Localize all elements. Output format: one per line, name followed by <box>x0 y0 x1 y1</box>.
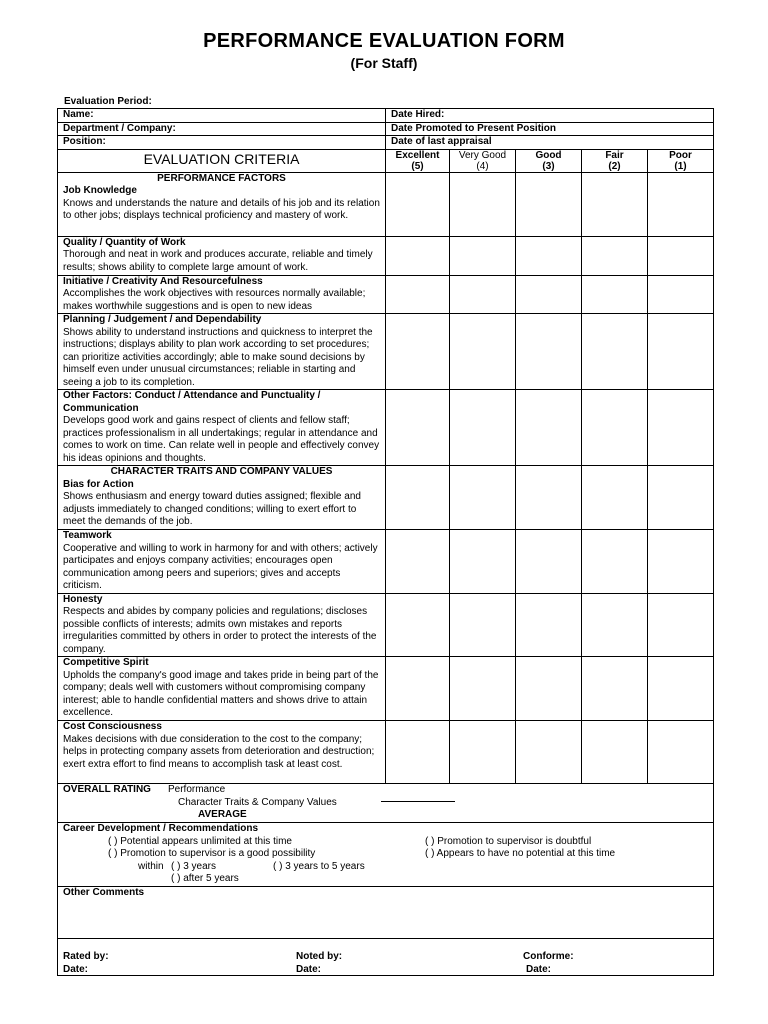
character-traits-heading: CHARACTER TRAITS AND COMPANY VALUES <box>110 466 333 477</box>
rating-cell[interactable] <box>386 390 450 466</box>
criteria-row <box>58 275 714 314</box>
rating-cell[interactable] <box>648 314 714 390</box>
criteria-description: Knows and understands the nature and details of his job and its relation to other jobs; displays technical proficiency and mastery of work. <box>63 197 380 221</box>
criteria-cell <box>58 593 386 657</box>
rating-header-fair: Fair (2) <box>582 149 648 172</box>
rating-cell[interactable] <box>582 314 648 390</box>
option-no-potential[interactable]: ( ) Appears to have no potential at this time <box>425 848 616 859</box>
rating-cell[interactable] <box>516 466 582 530</box>
rating-cell[interactable] <box>516 275 582 314</box>
criteria-title: Quality / Quantity of Work <box>63 236 186 248</box>
rating-cell[interactable] <box>386 275 450 314</box>
criteria-title: Teamwork <box>63 530 112 541</box>
criteria-description: Makes decisions with due consideration to the cost to the company; helps in protecting company assets from deterioration and destruction; exert extra effort to find means to accomplish task at least cost. <box>63 733 375 770</box>
rating-cell[interactable] <box>386 530 450 594</box>
rating-blank-line[interactable] <box>381 801 455 802</box>
rating-cell[interactable] <box>648 172 714 236</box>
rating-cell[interactable] <box>582 275 648 314</box>
criteria-cell <box>58 314 386 390</box>
rating-cell[interactable] <box>648 593 714 657</box>
rating-cell[interactable] <box>648 275 714 314</box>
criteria-row <box>58 466 714 530</box>
rating-header-poor: Poor (1) <box>648 149 714 172</box>
rating-cell[interactable] <box>386 466 450 530</box>
signature-section <box>58 938 714 975</box>
form-subtitle: (For Staff) <box>350 55 418 71</box>
rating-cell[interactable] <box>386 236 450 275</box>
rating-cell[interactable] <box>582 236 648 275</box>
criteria-cell <box>58 172 386 236</box>
criteria-description: Thorough and neat in work and produces accurate, reliable and timely results; shows ability to complete large amount of work. <box>63 249 373 273</box>
criteria-cell <box>58 530 386 594</box>
criteria-title: Other Factors: Conduct / Attendance and Punctuality / Communication <box>63 390 321 414</box>
rating-cell[interactable] <box>386 657 450 721</box>
rating-cell[interactable] <box>450 530 516 594</box>
criteria-cell <box>58 721 386 784</box>
career-development-heading: Career Development / Recommendations <box>63 823 259 834</box>
rating-cell[interactable] <box>450 721 516 784</box>
criteria-title: Job Knowledge <box>63 185 137 196</box>
rating-header-good: Good (3) <box>516 149 582 172</box>
rating-cell[interactable] <box>516 314 582 390</box>
overall-character-label: Character Traits & Company Values <box>178 796 337 808</box>
evaluation-criteria-header: EVALUATION CRITERIA <box>58 149 386 172</box>
rating-cell[interactable] <box>516 657 582 721</box>
rating-cell[interactable] <box>582 390 648 466</box>
rating-cell[interactable] <box>450 172 516 236</box>
criteria-cell <box>58 466 386 530</box>
rating-cell[interactable] <box>386 721 450 784</box>
criteria-row <box>58 593 714 657</box>
rating-cell[interactable] <box>386 593 450 657</box>
rating-cell[interactable] <box>386 172 450 236</box>
criteria-cell <box>58 275 386 314</box>
date-promoted-field[interactable]: Date Promoted to Present Position <box>386 122 714 136</box>
name-field[interactable]: Name: <box>58 109 386 123</box>
date-hired-field[interactable]: Date Hired: <box>386 109 714 123</box>
evaluation-table <box>57 108 714 976</box>
criteria-description: Accomplishes the work objectives with resources normally available; makes worthwhile suggestions and is open to new ideas <box>63 288 366 312</box>
within-label: within <box>138 860 164 872</box>
rating-header-very-good: Very Good (4) <box>450 149 516 172</box>
noted-by-date-label: Date: <box>296 963 322 975</box>
other-comments-field[interactable] <box>58 886 714 938</box>
criteria-title: Honesty <box>63 593 103 605</box>
rating-cell[interactable] <box>516 236 582 275</box>
criteria-row <box>58 314 714 390</box>
rating-cell[interactable] <box>450 314 516 390</box>
criteria-title: Competitive Spirit <box>63 657 149 668</box>
criteria-description: Upholds the company's good image and takes pride in being part of the company; deals well with customers without compromising company interest; able to handle confidential matters and shows drive to attain excellence. <box>63 669 379 718</box>
career-development-section <box>58 823 714 887</box>
rating-cell[interactable] <box>582 593 648 657</box>
criteria-description: Shows enthusiasm and energy toward duties assigned; flexible and adjusts immediately to changed conditions; willing to exert effort to meet the demands of the job. <box>63 491 361 527</box>
criteria-row <box>58 236 714 275</box>
criteria-row <box>58 390 714 466</box>
overall-average-label: AVERAGE <box>198 809 247 820</box>
criteria-description: Shows ability to understand instructions and quickness to interpret the instructions; displays ability to plan work according to set procedures; can prioritize activities accordingly; able to make sound decisions by himself even under unusual circumstances; reliable in starting and seeing a job to its completion. <box>63 326 373 388</box>
rating-cell[interactable] <box>516 172 582 236</box>
criteria-cell <box>58 236 386 275</box>
rating-cell[interactable] <box>582 721 648 784</box>
rating-cell[interactable] <box>450 657 516 721</box>
rating-cell[interactable] <box>582 530 648 594</box>
department-field[interactable]: Department / Company: <box>58 122 386 136</box>
rating-cell[interactable] <box>450 593 516 657</box>
form-title: PERFORMANCE EVALUATION FORM <box>203 30 565 52</box>
overall-performance-label: Performance <box>168 784 226 795</box>
rating-cell[interactable] <box>648 466 714 530</box>
rating-cell[interactable] <box>648 390 714 466</box>
rating-cell[interactable] <box>450 466 516 530</box>
overall-rating-section <box>58 784 714 823</box>
rating-cell[interactable] <box>450 275 516 314</box>
option-3-to-5-years[interactable]: ( ) 3 years to 5 years <box>273 860 365 872</box>
rating-cell[interactable] <box>648 657 714 721</box>
option-3-years[interactable]: ( ) 3 years <box>171 860 217 872</box>
rating-cell[interactable] <box>450 390 516 466</box>
rating-cell[interactable] <box>648 721 714 784</box>
rating-cell[interactable] <box>516 530 582 594</box>
option-potential-unlimited[interactable]: ( ) Potential appears unlimited at this time <box>108 835 292 847</box>
position-field[interactable]: Position: <box>58 136 386 150</box>
criteria-row <box>58 657 714 721</box>
option-after-5-years[interactable]: ( ) after 5 years <box>171 873 239 884</box>
criteria-title: Cost Consciousness <box>63 721 162 732</box>
option-promotion-possible[interactable]: ( ) Promotion to supervisor is a good possibility <box>108 848 316 859</box>
criteria-row <box>58 530 714 594</box>
criteria-title: Initiative / Creativity And Resourcefulness <box>63 275 263 287</box>
rating-cell[interactable] <box>516 390 582 466</box>
rating-cell[interactable] <box>648 236 714 275</box>
criteria-title: Planning / Judgement / and Dependability <box>63 314 262 325</box>
noted-by-label: Noted by: <box>296 950 343 962</box>
rated-by-date-label: Date: <box>63 963 89 975</box>
rating-header-excellent: Excellent (5) <box>386 149 450 172</box>
rating-cell[interactable] <box>648 530 714 594</box>
evaluation-sheet <box>57 108 713 976</box>
performance-factors-heading: PERFORMANCE FACTORS <box>157 172 286 184</box>
criteria-description: Cooperative and willing to work in harmony for and with others; actively participates and enjoys company activities; encourages open communication among peers and superiors; gives and accepts criticism. <box>63 542 378 591</box>
evaluation-period-label: Evaluation Period: <box>64 96 152 107</box>
criteria-description: Develops good work and gains respect of clients and fellow staff; practices professionalism in all undertakings; regular in attendance and comes to work on time. Can relate well in people and effectively convey his ideas opinions and thoughts. <box>63 415 380 464</box>
criteria-row <box>58 721 714 784</box>
rating-cell[interactable] <box>582 172 648 236</box>
rated-by-label: Rated by: <box>63 950 109 962</box>
rating-cell[interactable] <box>516 593 582 657</box>
rating-cell[interactable] <box>582 466 648 530</box>
rating-cell[interactable] <box>582 657 648 721</box>
option-promotion-doubtful[interactable]: ( ) Promotion to supervisor is doubtful <box>425 835 592 847</box>
rating-cell[interactable] <box>386 314 450 390</box>
conforme-date-label: Date: <box>526 963 552 975</box>
overall-rating-label: OVERALL RATING <box>63 784 151 795</box>
criteria-row <box>58 172 714 236</box>
rating-cell[interactable] <box>450 236 516 275</box>
last-appraisal-field[interactable]: Date of last appraisal <box>386 136 714 150</box>
criteria-title: Bias for Action <box>63 478 134 490</box>
rating-cell[interactable] <box>516 721 582 784</box>
criteria-cell <box>58 390 386 466</box>
criteria-cell <box>58 657 386 721</box>
conforme-label: Conforme: <box>523 950 574 962</box>
criteria-description: Respects and abides by company policies and regulations; discloses possible conflicts of interests; admits own mistakes and reports irregularities committed by others in order to protect the interests of the company. <box>63 606 377 655</box>
other-comments-label: Other Comments <box>63 886 145 898</box>
